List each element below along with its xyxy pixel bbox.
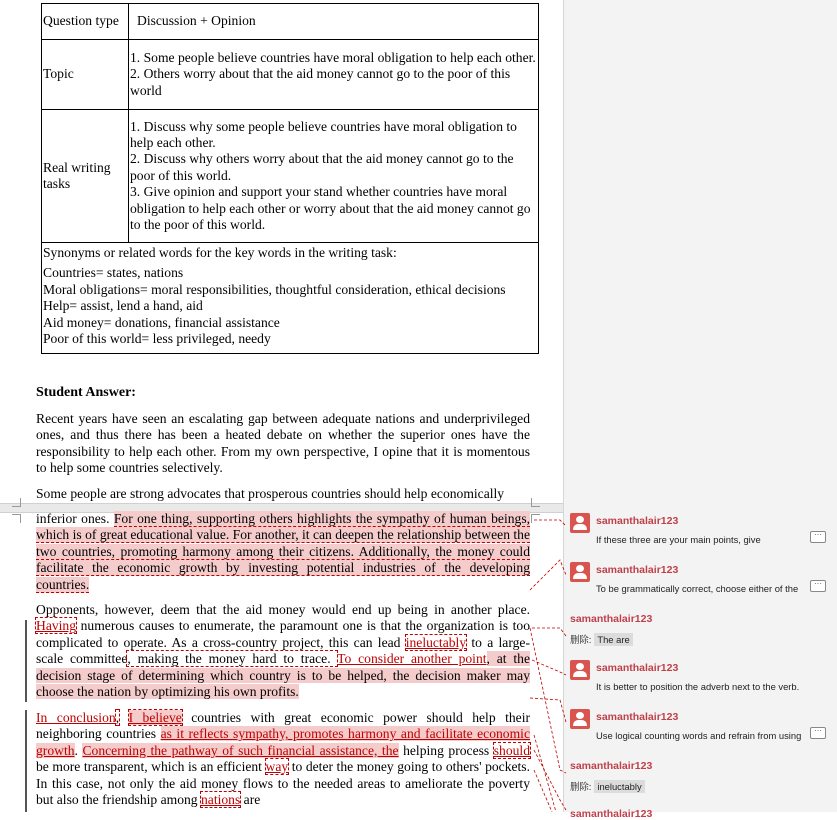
comment-author: samanthalair123: [596, 515, 679, 527]
task-table: [41, 3, 539, 354]
body-text: be more transparent, which is an efficient: [36, 759, 266, 775]
change-bar: [25, 620, 27, 702]
synonyms-title: Synonyms or related words for the key words in the writing task:: [43, 245, 397, 260]
tasks-label: Real writing tasks: [42, 110, 129, 243]
revised-text[interactable]: To consider another point: [337, 651, 487, 667]
comment-author: samanthalair123: [596, 711, 679, 723]
topic-line: 1. Some people believe countries have moral obligation to help each other.: [130, 49, 536, 65]
synonyms-cell: [42, 243, 539, 354]
body-text: .: [74, 742, 83, 758]
topic-cell: [129, 40, 539, 110]
answer-paragraph-4[interactable]: [36, 710, 530, 808]
change-bar: [25, 710, 27, 812]
commented-text[interactable]: For one thing, supporting others highlights the sympathy of human beings, which is of great educational value. For another, it can deepen the relationship between the two countries, promoting harmony among their citizens. Additionally, the money could facilitate the economic growth by investing potential industries of the developing countries.: [36, 511, 531, 592]
comment-card[interactable]: [566, 564, 832, 608]
deletion-card[interactable]: [566, 613, 832, 657]
deletion-marker[interactable]: , making the money hard to trace.: [127, 651, 338, 667]
task-line: 3. Give opinion and support your stand whether countries have moral obligation to help each other or worry about that the aid money cannot go to the poor of this world.: [130, 184, 531, 233]
comment-text: Use logical counting words and refrain from using: [596, 730, 802, 741]
page-corner-mark: [12, 498, 21, 507]
synonym-line: Help= assist, lend a hand, aid: [43, 298, 203, 314]
user-avatar-icon: [570, 660, 590, 680]
delete-label: 删除:: [570, 634, 592, 645]
delete-label: 删除:: [570, 781, 592, 792]
comment-author: samanthalair123: [570, 613, 653, 625]
revised-text[interactable]: I believe: [128, 710, 182, 725]
comment-text: To be grammatically correct, choose either of the: [596, 583, 799, 594]
comment-card[interactable]: [566, 711, 832, 755]
topic-label: Topic: [42, 40, 129, 110]
tasks-cell: [129, 110, 539, 243]
more-options-icon[interactable]: ···: [810, 727, 826, 739]
revised-text[interactable]: way: [265, 759, 289, 775]
comment-card-partial[interactable]: [566, 808, 832, 820]
revised-text[interactable]: as it reflects sympathy, promotes harmony and facilitate economic growth: [36, 726, 530, 758]
user-avatar-icon: [570, 513, 590, 533]
body-text: countries with great economic power should help their neighboring countries: [36, 710, 530, 742]
answer-paragraph-3[interactable]: [36, 602, 530, 700]
answer-paragraph-2[interactable]: [36, 511, 530, 593]
comment-author: samanthalair123: [596, 662, 679, 674]
body-text: inferior ones.: [36, 511, 114, 526]
synonym-line: Aid money= donations, financial assistance: [43, 314, 280, 330]
comment-card[interactable]: [566, 662, 832, 706]
deletion-card[interactable]: [566, 760, 832, 804]
task-line: 2. Discuss why others worry about that the aid money cannot go to the poor of this world.: [130, 151, 514, 183]
task-line: 1. Discuss why some people believe countries have moral obligation to help each other.: [130, 118, 517, 150]
comment-author: samanthalair123: [596, 564, 679, 576]
revised-text[interactable]: In conclusion: [36, 710, 116, 725]
comment-card[interactable]: [566, 515, 832, 559]
user-avatar-icon: [570, 562, 590, 582]
page-corner-mark: [12, 514, 21, 523]
page-corner-mark: [531, 514, 540, 523]
revised-text[interactable]: nations: [200, 792, 241, 808]
synonym-line: Moral obligations= moral responsibilities, thoughtful consideration, ethical decisions: [43, 281, 506, 297]
comment-text: If these three are your main points, give: [596, 534, 761, 545]
revised-text[interactable]: ineluctably: [405, 634, 467, 650]
comment-author: samanthalair123: [570, 808, 653, 820]
more-options-icon[interactable]: ···: [810, 580, 826, 592]
answer-paragraph-1[interactable]: Recent years have seen an escalating gap between adequate nations and underprivileged ones, and thus there has been a heated debate on whether the superior ones have the responsibility to help each other. From my own perspective, I opine that it is momentous to help some countries selectively.: [36, 411, 530, 476]
deleted-text: The are: [594, 633, 632, 646]
body-text: to deter the money going to others' pockets. In this case, not only the aid money flows to the needed areas to ameliorate the poverty but also the friendship among: [36, 759, 530, 808]
question-type-value: Discussion + Opinion: [129, 4, 539, 40]
more-options-icon[interactable]: ···: [810, 531, 826, 543]
deletion-marker[interactable]: ,: [115, 710, 120, 725]
body-text: are: [240, 792, 261, 808]
topic-line: 2. Others worry about that the aid money cannot go to the poor of this world: [130, 66, 511, 98]
user-avatar-icon: [570, 709, 590, 729]
student-answer-heading: Student Answer:: [36, 385, 136, 400]
commented-text[interactable]: , at the decision stage of determining which country is to be helped, the decision maker may choose the nation by optimizing his own profits.: [36, 651, 530, 700]
body-text: to a large-scale committee: [36, 634, 530, 667]
answer-paragraph-2-start[interactable]: Some people are strong advocates that prosperous countries should help economically: [36, 486, 505, 501]
body-text: Opponents, however, deem that the aid money would end up being in another place.: [36, 602, 530, 617]
body-text: helping process: [398, 742, 494, 758]
revised-text[interactable]: should: [493, 742, 530, 758]
comment-text: It is better to position the adverb next to the verb.: [596, 681, 800, 692]
deleted-text: ineluctably: [594, 780, 644, 793]
synonym-line: Countries= states, nations: [43, 265, 184, 281]
page-corner-mark: [531, 498, 540, 507]
question-type-label: Question type: [42, 4, 129, 40]
body-text: numerous causes to enumerate, the paramount one is that the organization is too complicated to operate. As a cross-country project, this can lead: [36, 618, 530, 650]
synonym-line: Poor of this world= less privileged, needy: [43, 331, 271, 347]
revised-text[interactable]: Concerning the pathway of such financial assistance, the: [82, 742, 399, 758]
comment-author: samanthalair123: [570, 760, 653, 772]
revised-text[interactable]: Having: [36, 618, 77, 634]
